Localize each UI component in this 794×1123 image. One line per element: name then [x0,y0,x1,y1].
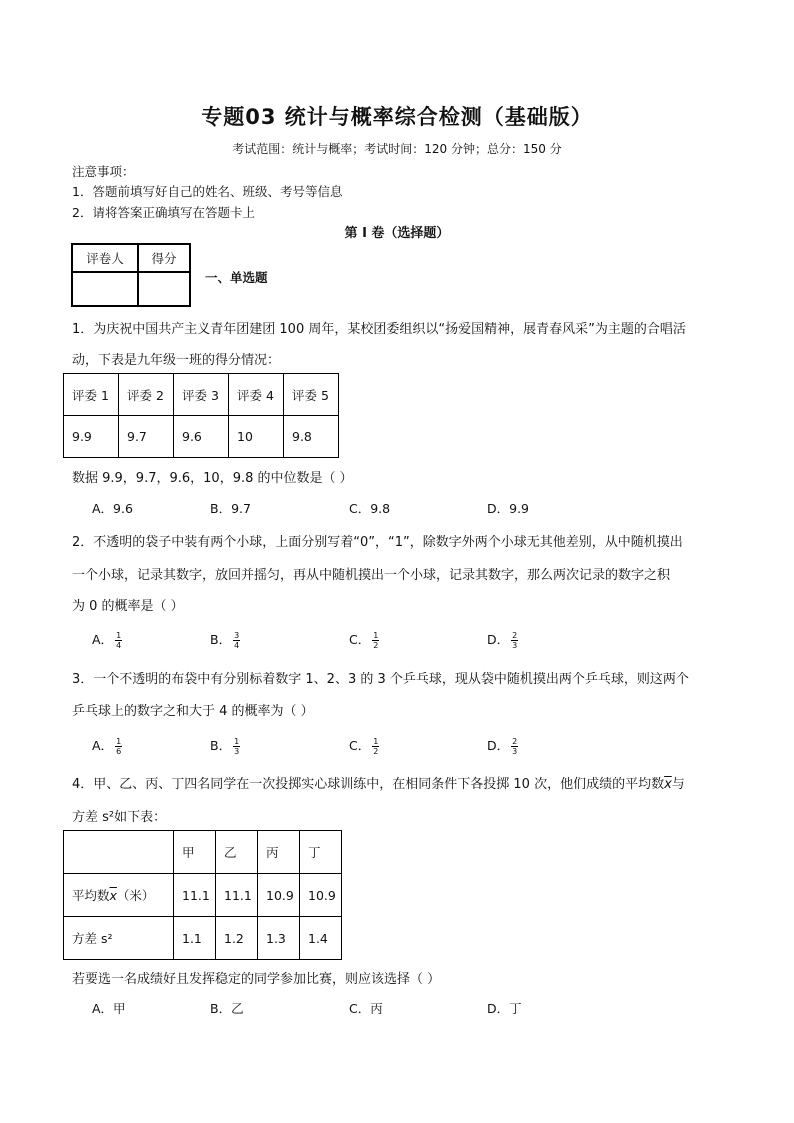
q1-stem-line1: 1．为庆祝中国共产主义青年团建团 100 周年，某校团委组织以“扬爱国精神，展青春风采”为主题的合唱活 [72,322,686,337]
grader-cell[interactable] [72,272,138,306]
numerator: 1 [234,737,240,746]
mean-symbol: $\overline{x}$ [109,888,117,903]
table-cell: 9.6 [174,416,229,458]
q1-score-table [63,373,339,458]
numerator: 2 [512,631,518,640]
numerator: 1 [116,737,122,746]
table-header: 甲 [174,831,216,874]
grader-header: 评卷人 [72,244,138,272]
q4-stats-table [63,830,342,960]
option-label: A． [92,632,114,647]
table-header [64,831,174,874]
q3-option-a[interactable] [92,736,122,756]
table-cell: 9.8 [284,416,339,458]
score-cell[interactable] [138,272,190,306]
page-title: 专题03 统计与概率综合检测（基础版） [201,105,593,129]
q4-option-b[interactable]: B．乙 [210,1001,244,1016]
q4-stem-end: 与 [671,777,685,792]
row-label-mean [64,874,174,917]
q3-stem-line1: 3．一个不透明的布袋中有分别标着数字 1、2、3 的 3 个乒乓球，现从袋中随机摸出两个乒乓球，则这两个 [72,672,689,687]
q1-question: 数据 9.9，9.7，9.6，10，9.8 的中位数是（ ） [72,471,353,486]
fraction [115,631,122,650]
denominator: 3 [234,747,240,756]
table-header: 乙 [216,831,258,874]
q1-option-a[interactable]: A．9.6 [92,501,133,516]
numerator: 2 [512,737,518,746]
q3-option-b[interactable] [210,736,240,756]
q1-stem-line2: 动，下表是九年级一班的得分情况： [72,353,281,368]
q4-option-d[interactable]: D．丁 [487,1001,522,1016]
score-header: 得分 [138,244,190,272]
denominator: 2 [373,747,379,756]
table-cell: 1.4 [300,917,342,960]
note-item-2: 2．请将答案正确填写在答题卡上 [72,205,255,220]
denominator: 3 [512,641,518,650]
q3-option-c[interactable] [349,736,379,756]
table-header: 评委 3 [174,374,229,416]
fraction [372,737,379,756]
numerator: 1 [116,631,122,640]
denominator: 6 [116,747,122,756]
table-cell: 10.9 [300,874,342,917]
q4-option-c[interactable]: C．丙 [349,1001,383,1016]
fraction [115,737,122,756]
q4-question: 若要选一名成绩好且发挥稳定的同学参加比赛，则应该选择（ ） [72,972,441,987]
fraction [233,737,240,756]
table-header: 丁 [300,831,342,874]
table-header: 评委 4 [229,374,284,416]
table-header: 丙 [258,831,300,874]
table-cell: 9.9 [64,416,119,458]
denominator: 2 [373,641,379,650]
numerator: 1 [373,737,379,746]
table-cell: 11.1 [174,874,216,917]
fraction [511,631,518,650]
denominator: 4 [234,641,240,650]
q2-option-c[interactable] [349,630,379,650]
table-header: 评委 1 [64,374,119,416]
option-label: C． [349,632,371,647]
mean-label: 平均数 [72,888,110,903]
table-header: 评委 2 [119,374,174,416]
fraction [511,737,518,756]
option-label: C． [349,738,371,753]
exam-info: 考试范围：统计与概率；考试时间：120 分钟；总分：150 分 [232,142,562,156]
grader-table [71,243,191,307]
note-item-1: 1．答题前填写好自己的姓名、班级、考号等信息 [72,184,343,199]
table-cell: 1.2 [216,917,258,960]
option-label: B． [210,632,232,647]
option-label: B． [210,738,232,753]
row-label-variance: 方差 s² [64,917,174,960]
denominator: 4 [116,641,122,650]
q2-option-d[interactable] [487,630,518,650]
unit-label: （米） [116,888,155,903]
q4-option-a[interactable]: A．甲 [92,1001,126,1016]
notes-heading: 注意事项： [72,164,135,179]
table-header: 评委 5 [284,374,339,416]
q2-option-b[interactable] [210,630,240,650]
table-cell: 1.1 [174,917,216,960]
option-label: A． [92,738,114,753]
q3-option-d[interactable] [487,736,518,756]
option-label: D． [487,738,510,753]
part-label: 一、单选题 [205,270,268,285]
q3-stem-line2: 乒乓球上的数字之和大于 4 的概率为（ ） [72,704,314,719]
table-cell: 11.1 [216,874,258,917]
numerator: 3 [234,631,240,640]
table-cell: 10 [229,416,284,458]
mean-symbol: $\overline{x}$ [664,777,672,792]
fraction [372,631,379,650]
q2-stem-line3: 为 0 的概率是（ ） [72,599,184,614]
denominator: 3 [512,747,518,756]
q2-stem-line1: 2．不透明的袋子中装有两个小球，上面分别写着“0”，“1”，除数字外两个小球无其他差别，从中随机摸出 [72,535,683,550]
fraction [233,631,240,650]
q1-option-d[interactable]: D．9.9 [487,501,530,516]
numerator: 1 [373,631,379,640]
q1-option-b[interactable]: B．9.7 [210,501,251,516]
section-title: 第 I 卷（选择题） [344,226,450,241]
table-cell: 1.3 [258,917,300,960]
q2-stem-line2: 一个小球，记录其数字，放回并摇匀，再从中随机摸出一个小球，记录其数字，那么两次记录的数字之积 [72,568,671,583]
table-cell: 10.9 [258,874,300,917]
q1-option-c[interactable]: C．9.8 [349,501,391,516]
q4-stem-line2: 方差 s²如下表： [72,810,167,825]
q2-option-a[interactable] [92,630,122,650]
option-label: D． [487,632,510,647]
q4-stem-text: 4．甲、乙、丙、丁四名同学在一次投掷实心球训练中，在相同条件下各投掷 10 次，他们成绩的平均数 [72,777,665,792]
q4-stem-line1 [72,773,685,792]
table-cell: 9.7 [119,416,174,458]
